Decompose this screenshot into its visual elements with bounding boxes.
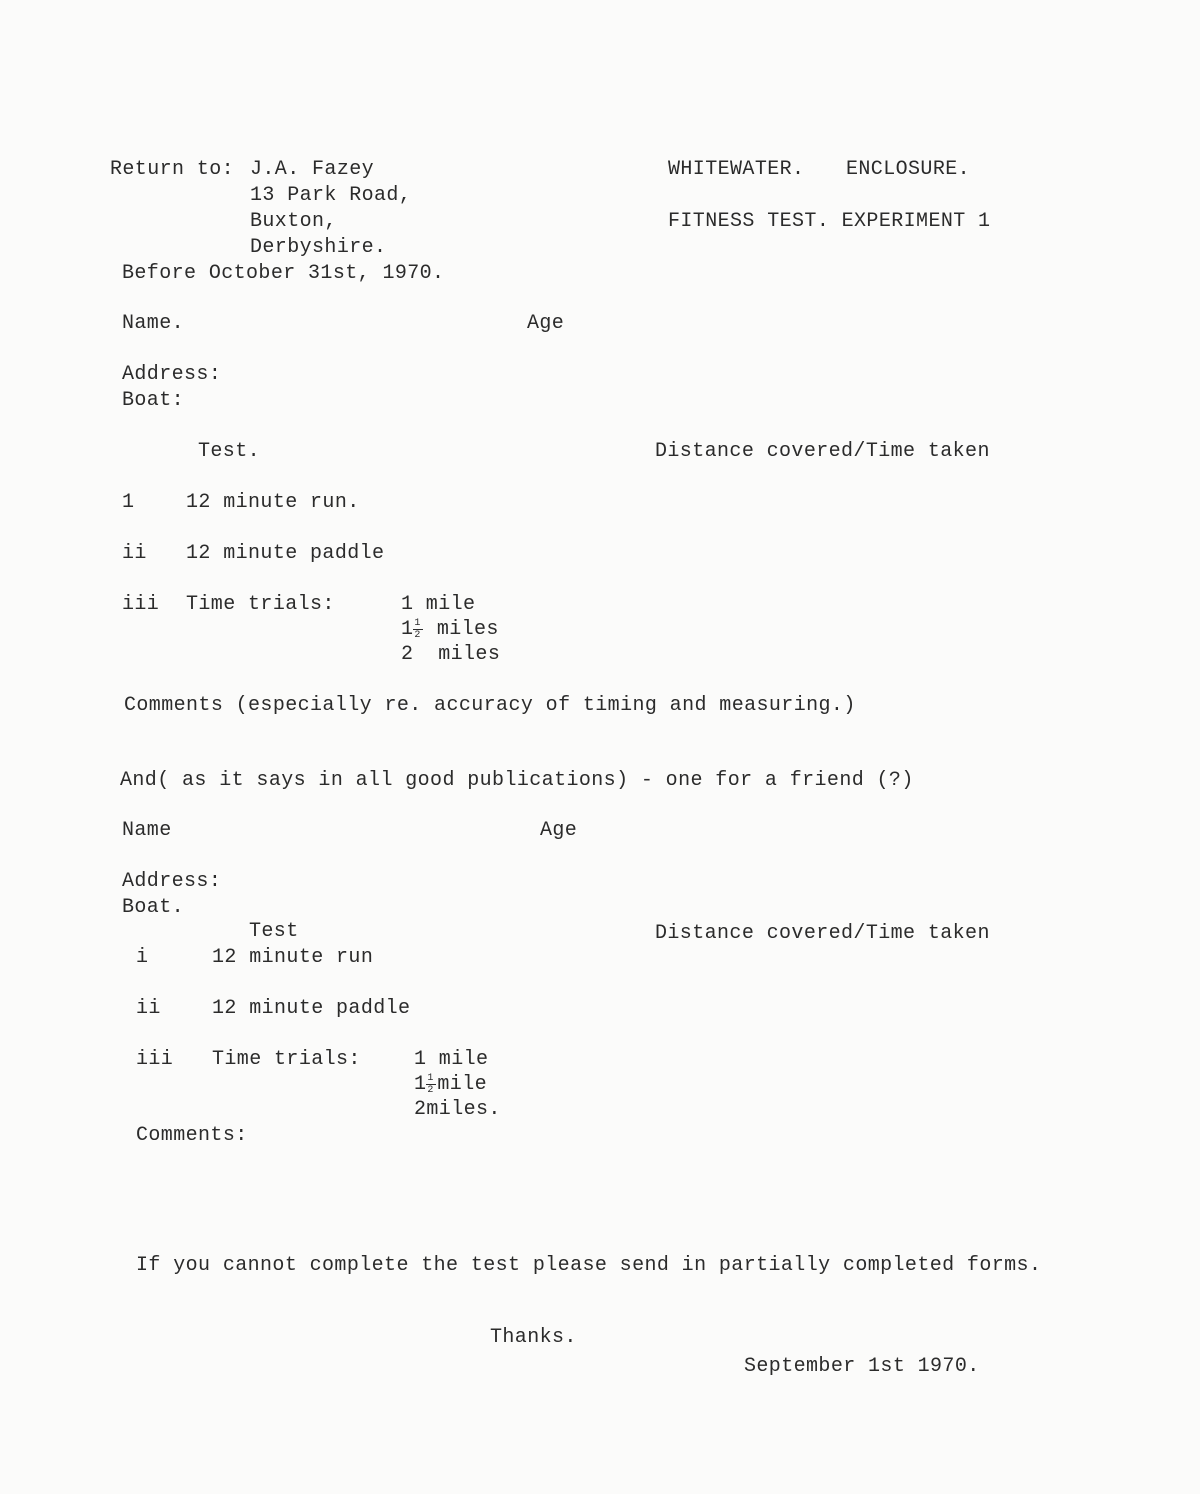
form2-test-label: 12 minute run — [212, 946, 374, 969]
form1-trial-1half-miles — [401, 618, 499, 642]
thanks-line: Thanks. — [490, 1326, 577, 1349]
fraction-whole: 1 — [401, 618, 414, 641]
partial-forms-note: If you cannot complete the test please send in partially completed forms. — [136, 1254, 1042, 1277]
fraction-whole: 1 — [414, 1073, 427, 1096]
heading-whitewater: WHITEWATER. — [668, 158, 805, 181]
trial-unit: miles — [436, 618, 499, 641]
form2-test-label: Time trials: — [212, 1048, 361, 1071]
form1-result-header: Distance covered/Time taken — [655, 440, 990, 463]
form1-test-label: 12 minute paddle — [186, 542, 385, 565]
form1-test-label: 12 minute run. — [186, 491, 360, 514]
form2-comments: Comments: — [136, 1124, 248, 1147]
form1-address-label: Address: — [122, 363, 222, 386]
form2-test-num: i — [136, 946, 149, 969]
heading-enclosure: ENCLOSURE. — [846, 158, 971, 181]
form2-test-num: ii — [136, 997, 161, 1020]
form1-test-num: iii — [122, 593, 160, 616]
form2-address-label: Address: — [122, 870, 222, 893]
form1-age-label: Age — [527, 312, 565, 335]
form1-trial-2miles: 2 miles — [401, 643, 501, 666]
form2-trial-1half-mile — [414, 1073, 487, 1097]
form2-age-label: Age — [540, 819, 578, 842]
form1-test-header: Test. — [198, 440, 261, 463]
form2-test-num: iii — [136, 1048, 174, 1071]
heading-fitness-test: FITNESS TEST. EXPERIMENT 1 — [668, 210, 991, 233]
return-town: Buxton, — [250, 210, 337, 233]
return-street: 13 Park Road, — [250, 184, 412, 207]
form2-test-header: Test — [249, 920, 299, 943]
form1-comments: Comments (especially re. accuracy of timing and measuring.) — [124, 694, 856, 717]
return-deadline: Before October 31st, 1970. — [122, 262, 445, 285]
return-county: Derbyshire. — [250, 236, 387, 259]
form1-boat-label: Boat: — [122, 389, 185, 412]
form1-test-label: Time trials: — [186, 593, 335, 616]
return-name: J.A. Fazey — [250, 158, 375, 181]
form1-name-label: Name. — [122, 312, 185, 335]
return-label: Return to: — [110, 158, 235, 181]
form2-trial-2miles: 2miles. — [414, 1098, 501, 1121]
form2-boat-label: Boat. — [122, 896, 185, 919]
form1-trial-1mile: 1 mile — [401, 593, 476, 616]
trial-unit: mile — [437, 1073, 488, 1096]
form2-result-header: Distance covered/Time taken — [655, 922, 990, 945]
document-date: September 1st 1970. — [744, 1355, 980, 1378]
form1-test-num: ii — [122, 542, 147, 565]
half-fraction: $\frac{1}{2}$ — [413, 618, 424, 642]
form1-test-num: 1 — [122, 491, 135, 514]
form2-trial-1mile: 1 mile — [414, 1048, 489, 1071]
form2-name-label: Name — [122, 819, 172, 842]
friend-intro: And( as it says in all good publications) - one for a friend (?) — [120, 769, 914, 792]
half-fraction: $\frac{1}{2}$ — [426, 1073, 437, 1097]
form2-test-label: 12 minute paddle — [212, 997, 411, 1020]
